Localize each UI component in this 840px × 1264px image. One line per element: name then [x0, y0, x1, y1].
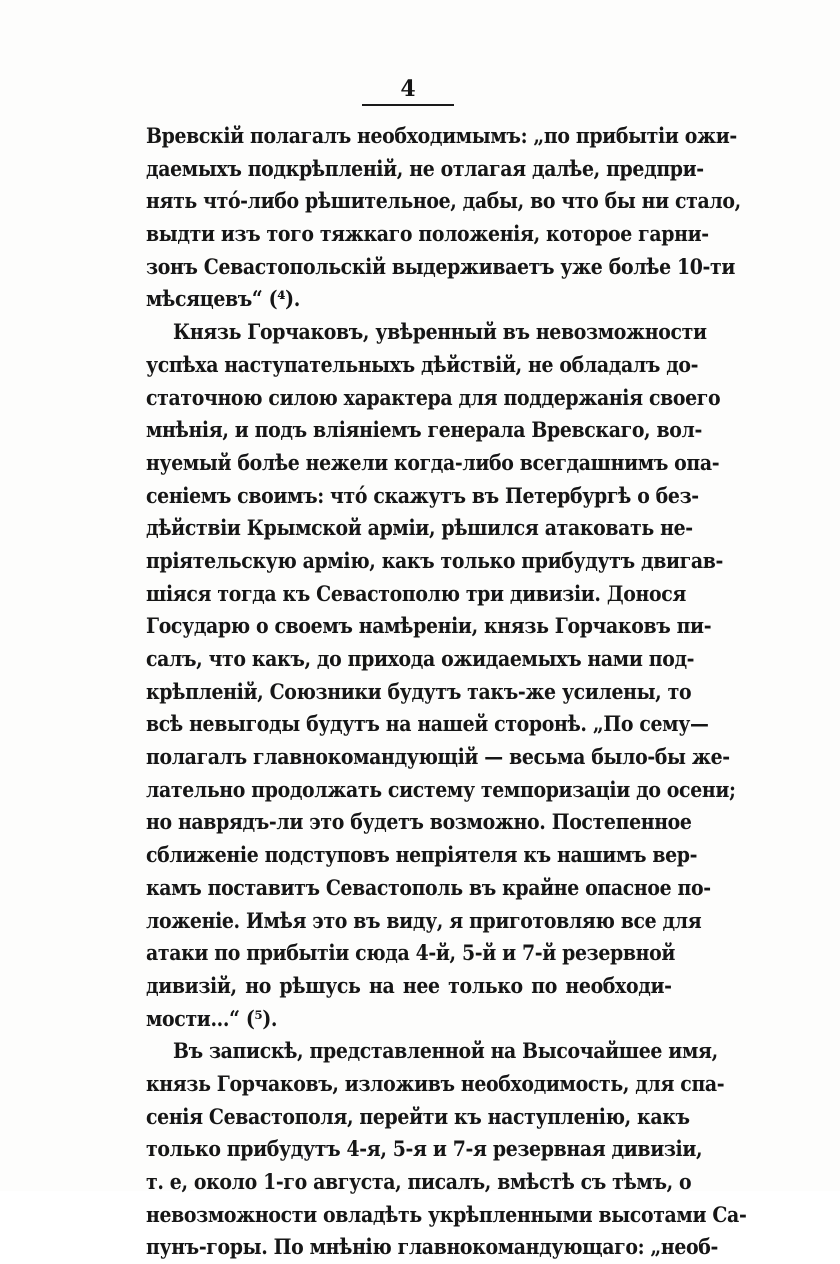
- text-line: нять что́-либо рѣшительное, дабы, во что бы ни стало,: [146, 188, 741, 214]
- text-line: мѣсяцевъ“ (⁴).: [146, 286, 300, 312]
- text-line: зонъ Севастопольскій выдерживаетъ уже болѣе 10-ти: [146, 253, 736, 279]
- text-line: мнѣнія, и подъ вліяніемъ генерала Вревскаго, вол-: [146, 417, 702, 443]
- text-line: т. е, около 1-го августа, писалъ, вмѣстѣ съ тѣмъ, о: [146, 1169, 692, 1194]
- text-line: всѣ невыгоды будутъ на нашей сторонѣ. „По сему—: [146, 711, 709, 737]
- page-number: 4: [400, 76, 416, 102]
- text-line: пунъ-горы. По мнѣнію главнокомандующаго: „необ-: [146, 1234, 719, 1260]
- text-line: Государю о своемъ намѣреніи, князь Горчаковъ пи-: [146, 613, 712, 639]
- text-line: полагалъ главнокомандующій — весьма было-бы же-: [146, 744, 730, 770]
- text-line: невозможности овладѣть укрѣпленными высотами Са-: [146, 1201, 747, 1227]
- text-line: камъ поставитъ Севастополь въ крайне опасное по-: [146, 874, 711, 900]
- text-line: мости...“ (⁵).: [146, 1005, 278, 1031]
- body-text: [146, 120, 747, 1264]
- text-line: ложеніе. Имѣя это въ виду, я приготовляю все для: [146, 907, 702, 933]
- text-line: шіяся тогда къ Севастополю три дивизіи. Донося: [146, 580, 687, 606]
- text-line: атаки по прибытіи сюда 4-й, 5-й и 7-й резервной: [146, 940, 676, 966]
- text-line: пріятельскую армію, какъ только прибудутъ двигав-: [146, 547, 723, 573]
- paragraph-2: [146, 316, 736, 1035]
- text-line: сеніемъ своимъ: что́ скажутъ въ Петербургѣ о без-: [146, 482, 699, 508]
- text-line: но наврядъ-ли это будетъ возможно. Постепенное: [146, 809, 692, 835]
- paragraph-1: [146, 120, 741, 316]
- text-line: крѣпленій, Союзники будутъ такъ-же усилены, то: [146, 678, 692, 704]
- text-line: статочною силою характера для поддержанія своего: [146, 384, 721, 410]
- text-line: только прибудутъ 4-я, 5-я и 7-я резервная дивизіи,: [146, 1136, 703, 1162]
- text-line: даемыхъ подкрѣпленій, не отлагая далѣе, предпри-: [146, 155, 704, 181]
- text-line: успѣха наступательныхъ дѣйствій, не обладалъ до-: [146, 351, 699, 377]
- header-rule: [362, 104, 454, 106]
- text-line: сближеніе подступовъ непріятеля къ нашимъ вер-: [146, 842, 698, 868]
- text-line: дѣйствіи Крымской арміи, рѣшился атаковать не-: [146, 515, 693, 541]
- page-header: [362, 76, 454, 106]
- text-line: нуемый болѣе нежели когда-либо всегдашнимъ опа-: [146, 449, 720, 475]
- text-line: Въ запискѣ, представленной на Высочайшее имя,: [173, 1038, 718, 1064]
- paragraph-3: [146, 1035, 747, 1264]
- text-line: лательно продолжать систему темпоризаціи до осени;: [146, 776, 736, 802]
- text-line: салъ, что какъ, до прихода ожидаемыхъ нами под-: [146, 646, 695, 671]
- text-line: выдти изъ того тяжкаго положенія, которое гарни-: [146, 221, 709, 247]
- text-line: Вревскій полагалъ необходимымъ: „по прибытіи ожи-: [146, 123, 737, 148]
- text-line: Князь Горчаковъ, увѣренный въ невозможности: [173, 319, 707, 345]
- text-line: князь Горчаковъ, изложивъ необходимость, для спа-: [146, 1070, 725, 1096]
- text-line: дивизій, но рѣшусь на нее только по необходи-: [146, 972, 672, 998]
- text-line: сенія Севастополя, перейти къ наступленію, какъ: [146, 1103, 690, 1129]
